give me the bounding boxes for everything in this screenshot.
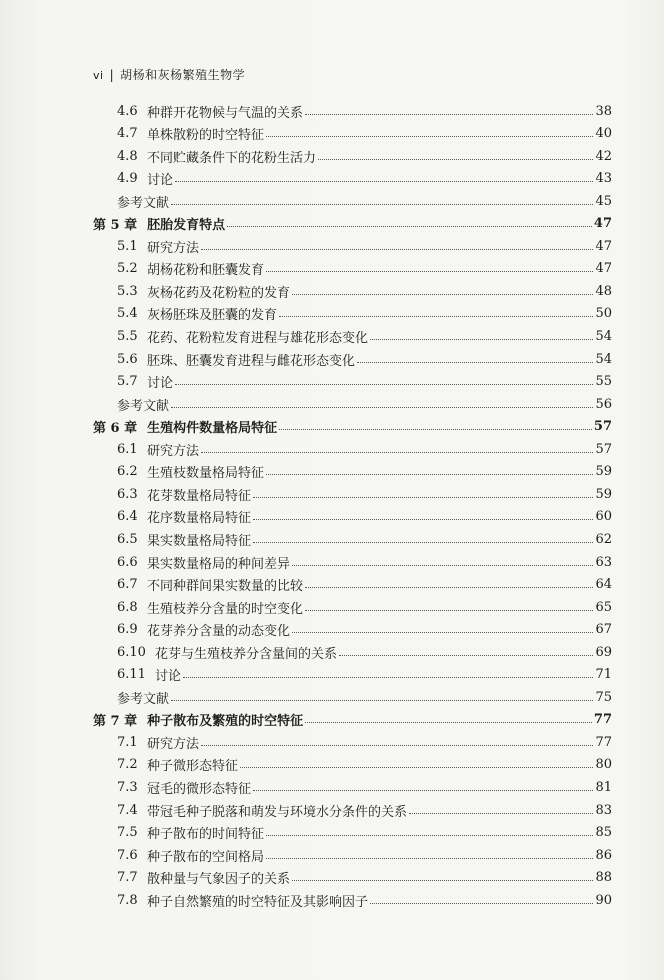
toc-entry-number: 第 6 章 xyxy=(93,421,138,437)
toc-entry-number: 7.6 xyxy=(117,847,138,863)
dot-leader xyxy=(201,745,593,746)
dot-leader xyxy=(292,632,593,633)
toc-section-row xyxy=(117,596,612,618)
toc-entry-page: 47 xyxy=(593,216,612,232)
toc-section-row xyxy=(117,664,612,686)
toc-entry-number: 5.2 xyxy=(117,261,138,277)
dot-leader xyxy=(266,271,593,272)
toc-entry-number: 7.8 xyxy=(117,892,138,908)
toc-entry-title: 冠毛的微形态特征 xyxy=(147,782,252,797)
toc-entry-title: 灰杨胚珠及胚囊的发育 xyxy=(147,308,278,324)
toc-entry-number: 4.8 xyxy=(117,148,138,164)
dot-leader xyxy=(292,294,593,295)
toc-section-row xyxy=(117,619,612,641)
toc-section-row xyxy=(117,506,612,528)
dot-leader xyxy=(292,880,593,881)
toc-entry-page: 80 xyxy=(595,757,612,773)
toc-section-row xyxy=(117,777,612,799)
toc-entry-page: 57 xyxy=(595,441,612,457)
toc-entry-title: 不同种群间果实数量的比较 xyxy=(147,579,304,595)
toc-entry-page: 38 xyxy=(595,103,612,119)
toc-entry-title: 参考文献 xyxy=(117,691,170,707)
toc-entry-page: 81 xyxy=(595,780,612,795)
toc-entry-page: 64 xyxy=(595,577,612,593)
toc-entry-number: 7.7 xyxy=(117,870,138,886)
toc-section-row xyxy=(117,168,612,190)
toc-entry-title: 种子自然繁殖的时空特征及其影响因子 xyxy=(147,894,369,910)
dot-leader xyxy=(370,903,593,904)
toc-entry-number: 6.3 xyxy=(117,486,138,502)
toc-entry-number: 5.3 xyxy=(117,283,138,299)
dot-leader xyxy=(171,407,593,408)
toc-entry-title: 参考文献 xyxy=(117,398,170,414)
toc-section-row xyxy=(117,889,612,911)
toc-references-row xyxy=(117,190,612,212)
toc-references-row xyxy=(117,393,612,415)
toc-entry-number: 7.1 xyxy=(117,734,138,750)
toc-entry-number: 7.3 xyxy=(117,780,138,795)
toc-entry-number: 6.10 xyxy=(117,644,146,660)
toc-entry-title: 生殖枝数量格局特征 xyxy=(147,466,265,482)
toc-section-row xyxy=(117,145,612,167)
toc-entry-page: 90 xyxy=(595,892,612,908)
toc-entry-title: 种子微形态特征 xyxy=(147,759,239,775)
dot-leader xyxy=(171,204,593,205)
dot-leader xyxy=(305,722,592,723)
dot-leader xyxy=(305,114,593,115)
dot-leader xyxy=(201,249,593,250)
dot-leader xyxy=(253,542,593,543)
toc-entry-page: 77 xyxy=(593,712,612,728)
toc-entry-page: 43 xyxy=(595,171,612,187)
toc-entry-number: 第 5 章 xyxy=(93,218,138,234)
toc-entry-page: 63 xyxy=(595,554,612,570)
toc-entry-page: 60 xyxy=(595,509,612,525)
dot-leader xyxy=(339,655,593,656)
toc-entry-title: 讨论 xyxy=(147,376,174,392)
toc-entry-title: 胡杨花粉和胚囊发育 xyxy=(147,263,265,279)
toc-references-row xyxy=(117,686,612,708)
toc-section-row xyxy=(117,867,612,889)
dot-leader xyxy=(409,813,593,814)
toc-entry-page: 47 xyxy=(595,261,612,277)
toc-entry-number: 5.4 xyxy=(117,306,138,322)
toc-section-row xyxy=(117,844,612,866)
toc-section-row xyxy=(117,754,612,776)
toc-entry-title: 灰杨花药及花粉粒的发育 xyxy=(147,285,291,301)
running-head xyxy=(93,66,245,83)
toc-entry-number: 6.11 xyxy=(117,667,146,683)
toc-entry-page: 59 xyxy=(595,486,612,502)
toc-entry-page: 59 xyxy=(595,464,612,480)
toc-entry-page: 54 xyxy=(595,351,612,367)
toc-section-row xyxy=(117,551,612,573)
toc-entry-number: 7.5 xyxy=(117,825,138,841)
dot-leader xyxy=(305,587,593,588)
toc-entry-title: 种子散布的时间特征 xyxy=(147,827,265,843)
dot-leader xyxy=(266,835,593,836)
toc-entry-number: 7.4 xyxy=(117,802,138,818)
toc-entry-page: 56 xyxy=(595,396,612,412)
dot-leader xyxy=(253,790,593,791)
toc-entry-number: 5.1 xyxy=(117,238,138,254)
toc-entry-page: 40 xyxy=(595,126,612,142)
toc-entry-title: 讨论 xyxy=(155,669,182,685)
toc-entry-title: 生殖构件数量格局特征 xyxy=(147,421,278,437)
toc-entry-page: 54 xyxy=(595,329,612,344)
toc-entry-page: 71 xyxy=(595,667,612,683)
toc-entry-title: 研究方法 xyxy=(147,240,200,256)
toc-entry-number: 6.2 xyxy=(117,464,138,480)
toc-entry-title: 果实数量格局的种间差异 xyxy=(147,556,291,572)
toc-entry-title: 花序数量格局特征 xyxy=(147,511,252,527)
toc-entry-page: 42 xyxy=(595,148,612,164)
toc-entry-page: 48 xyxy=(595,283,612,299)
toc-entry-title: 生殖枝养分含量的时空变化 xyxy=(147,601,304,617)
toc-chapter-row xyxy=(93,213,612,235)
dot-leader xyxy=(279,316,593,317)
dot-leader xyxy=(253,519,593,520)
toc-section-row xyxy=(117,280,612,302)
toc-section-row xyxy=(117,822,612,844)
dot-leader xyxy=(266,474,593,475)
dot-leader xyxy=(266,858,593,859)
dot-leader xyxy=(201,452,593,453)
toc-entry-title: 散种量与气象因子的关系 xyxy=(147,872,291,888)
toc-chapter-row xyxy=(93,709,612,731)
dot-leader xyxy=(253,497,593,498)
dot-leader xyxy=(357,362,593,363)
toc-entry-title: 研究方法 xyxy=(147,443,200,459)
dot-leader xyxy=(171,700,593,701)
toc-entry-page: 62 xyxy=(595,531,612,547)
toc-section-row xyxy=(117,799,612,821)
toc-entry-title: 花药、花粉粒发育进程与雄花形态变化 xyxy=(147,331,369,346)
toc-section-row xyxy=(117,641,612,663)
toc-entry-page: 45 xyxy=(595,193,612,209)
dot-leader xyxy=(227,226,592,227)
toc-section-row xyxy=(117,461,612,483)
toc-entry-title: 不同贮藏条件下的花粉生活力 xyxy=(147,150,317,166)
toc-section-row xyxy=(117,483,612,505)
toc-section-row xyxy=(117,326,612,348)
toc-section-row xyxy=(117,258,612,280)
dot-leader xyxy=(279,429,592,430)
toc-entry-number: 4.6 xyxy=(117,103,138,119)
toc-section-row xyxy=(117,528,612,550)
toc-entry-number: 5.5 xyxy=(117,329,138,344)
toc-entry-title: 种子散布及繁殖的时空特征 xyxy=(147,714,304,730)
toc-entry-page: 86 xyxy=(595,847,612,863)
toc-entry-page: 55 xyxy=(595,374,612,390)
toc-entry-page: 85 xyxy=(595,825,612,841)
toc-section-row xyxy=(117,438,612,460)
toc-entry-title: 参考文献 xyxy=(117,195,170,211)
toc-section-row xyxy=(117,731,612,753)
toc-entry-number: 6.7 xyxy=(117,577,138,593)
toc-entry-page: 75 xyxy=(595,689,612,705)
toc-section-row xyxy=(117,348,612,370)
toc-entry-title: 种群开花物候与气温的关系 xyxy=(147,105,304,121)
toc-entry-title: 研究方法 xyxy=(147,736,200,752)
toc-section-row xyxy=(117,574,612,596)
toc-entry-number: 4.9 xyxy=(117,171,138,187)
toc-entry-number: 5.7 xyxy=(117,374,138,390)
toc-entry-number: 6.6 xyxy=(117,554,138,570)
toc-entry-title: 胚珠、胚囊发育进程与雌花形态变化 xyxy=(147,353,356,369)
dot-leader xyxy=(370,339,593,340)
toc-entry-number: 7.2 xyxy=(117,757,138,773)
toc-entry-title: 讨论 xyxy=(147,173,174,189)
toc-entry-title: 胚胎发育特点 xyxy=(147,218,226,234)
toc-section-row xyxy=(117,303,612,325)
toc-section-row xyxy=(117,123,612,145)
dot-leader xyxy=(175,181,593,182)
toc-entry-number: 6.9 xyxy=(117,622,138,638)
toc-section-row xyxy=(117,100,612,122)
dot-leader xyxy=(240,767,593,768)
toc-section-row xyxy=(117,235,612,257)
toc-entry-number: 5.6 xyxy=(117,351,138,367)
dot-leader xyxy=(305,610,593,611)
toc-entry-page: 57 xyxy=(593,419,612,435)
toc-entry-number: 第 7 章 xyxy=(93,714,138,730)
toc-entry-title: 种子散布的空间格局 xyxy=(147,849,265,865)
toc-entry-number: 6.1 xyxy=(117,441,138,457)
toc-section-row xyxy=(117,371,612,393)
toc-entry-number: 4.7 xyxy=(117,126,138,142)
toc-entry-number: 6.8 xyxy=(117,599,138,615)
toc-entry-page: 83 xyxy=(595,802,612,818)
page-number: vi xyxy=(93,69,104,82)
toc-entry-page: 77 xyxy=(595,734,612,750)
toc-entry-title: 单株散粉的时空特征 xyxy=(147,128,265,144)
dot-leader xyxy=(318,159,593,160)
dot-leader xyxy=(266,136,593,137)
toc-entry-title: 花芽养分含量的动态变化 xyxy=(147,624,291,640)
toc-entry-page: 67 xyxy=(595,622,612,638)
toc-entry-page: 47 xyxy=(595,238,612,254)
toc-entry-page: 65 xyxy=(595,599,612,615)
toc-entry-page: 50 xyxy=(595,306,612,322)
dot-leader xyxy=(292,565,593,566)
dot-leader xyxy=(175,384,593,385)
dot-leader xyxy=(183,677,593,678)
toc-entry-title: 花芽与生殖枝养分含量间的关系 xyxy=(155,646,338,662)
book-title: 胡杨和灰杨繁殖生物学 xyxy=(120,68,246,82)
toc-entry-page: 69 xyxy=(595,644,612,660)
header-separator: | xyxy=(109,68,115,82)
toc-chapter-row xyxy=(93,416,612,438)
toc-entry-title: 果实数量格局特征 xyxy=(147,533,252,549)
toc-entry-title: 花芽数量格局特征 xyxy=(147,488,252,504)
toc-entry-title: 带冠毛种子脱落和萌发与环境水分条件的关系 xyxy=(147,804,408,820)
toc-entry-number: 6.4 xyxy=(117,509,138,525)
toc-entry-number: 6.5 xyxy=(117,531,138,547)
toc-entry-page: 88 xyxy=(595,870,612,886)
